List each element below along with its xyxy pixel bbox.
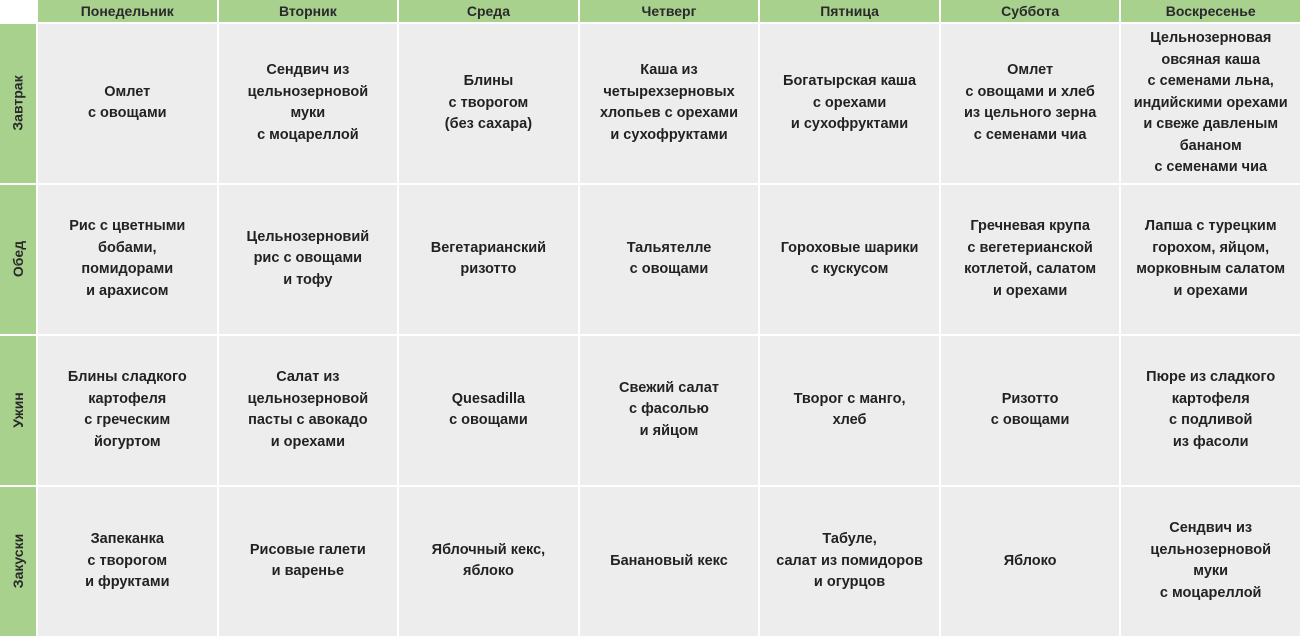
meal-cell (38, 336, 217, 485)
meal-cell (219, 24, 398, 183)
meal-cell (1121, 336, 1300, 485)
meal-cell-text: Ризотто с овощами (990, 390, 1070, 429)
meal-cell (1121, 487, 1300, 636)
meal-cell-text: Яблоко (1003, 552, 1057, 569)
meal-cell (219, 487, 398, 636)
meal-cell (399, 185, 578, 334)
meal-cell (38, 487, 217, 636)
meal-cell-text: Quesadilla с овощами (449, 390, 528, 429)
meal-cell-text: Гречневая крупа с вегетерианской котлетой, салатом и орехами (964, 218, 1097, 299)
meal-cell (399, 336, 578, 485)
day-header-sunday: Воскресенье (1121, 0, 1300, 22)
day-header-friday: Пятница (760, 0, 939, 22)
meal-cell-text: Запеканка с творогом и фруктами (85, 531, 170, 591)
meal-cell (760, 336, 939, 485)
meal-cell-text: Рисовые галети и варенье (249, 541, 366, 580)
meal-cell-text: Гороховые шарики с кускусом (780, 239, 919, 278)
meal-cell (580, 185, 759, 334)
day-header-wednesday: Среда (399, 0, 578, 22)
meal-label-text: Ужин (9, 392, 26, 428)
meal-cell (760, 185, 939, 334)
meal-cell-text: Табуле, салат из помидоров и огурцов (776, 531, 923, 591)
meal-cell (1121, 24, 1300, 183)
meal-cell (580, 336, 759, 485)
meal-label-lunch (0, 185, 36, 334)
meal-cell-text: Цельнозерновая овсяная каша с семенами льна, индийскими орехами и свеже давленым бананом с семенами чиа (1133, 30, 1288, 175)
meal-label-snacks (0, 487, 36, 636)
meal-cell-text: Вегетарианский ризотто (430, 239, 547, 278)
meal-cell-text: Лапша с турецким горохом, яйцом, морковным салатом и орехами (1136, 218, 1286, 299)
meal-cell (941, 487, 1120, 636)
table-corner (0, 0, 36, 22)
meal-cell-text: Банановый кекс (610, 552, 728, 569)
meal-cell (38, 185, 217, 334)
meal-cell-text: Рис с цветными бобами, помидорами и арахисом (69, 218, 186, 299)
meal-label-dinner (0, 336, 36, 485)
meal-cell-text: Сендвич из цельнозерновой муки с моцареллой (247, 62, 369, 143)
meal-cell-text: Яблочный кекс, яблоко (431, 541, 546, 580)
day-header-thursday: Четверг (580, 0, 759, 22)
meal-label-breakfast (0, 24, 36, 183)
day-header-tuesday: Вторник (219, 0, 398, 22)
meal-cell-text: Сендвич из цельнозерновой муки с моцареллой (1150, 520, 1271, 601)
meal-cell (760, 24, 939, 183)
meal-cell (580, 487, 759, 636)
meal-cell (219, 185, 398, 334)
meal-cell (219, 336, 398, 485)
meal-cell-text: Цельнозерновий рис с овощами и тофу (246, 228, 370, 288)
meal-cell-text: Омлет с овощами (87, 83, 167, 122)
meal-label-text: Закуски (10, 534, 26, 589)
meal-cell (941, 185, 1120, 334)
meal-cell-text: Блины сладкого картофеля с греческим йогуртом (67, 369, 187, 450)
meal-cell (38, 24, 217, 183)
meal-cell (760, 487, 939, 636)
meal-cell-text: Омлет с овощами и хлеб из цельного зерна с семенами чиа (963, 62, 1097, 143)
meal-cell-text: Свежий салат с фасолью и яйцом (619, 379, 719, 439)
meal-cell-text: Каша из четырехзерновых хлопьев с орехами и сухофруктами (599, 62, 739, 143)
meal-cell (941, 24, 1120, 183)
meal-cell-text: Блины с творогом (без сахара) (444, 73, 533, 132)
meal-cell-text: Творог с манго, хлеб (793, 390, 906, 429)
day-header-monday: Понедельник (38, 0, 217, 22)
meal-cell (941, 336, 1120, 485)
meal-cell (580, 24, 759, 183)
meal-cell-text: Салат из цельнозерновой пасты с авокадо и орехами (247, 369, 369, 450)
meal-label-text: Завтрак (10, 75, 26, 131)
meal-cell (399, 487, 578, 636)
meal-cell (399, 24, 578, 183)
meal-cell-text: Пюре из сладкого картофеля с подливой из фасоли (1146, 369, 1276, 450)
meal-cell (1121, 185, 1300, 334)
meal-cell-text: Богатырская каша с орехами и сухофруктами (783, 73, 917, 132)
meal-label-text: Обед (10, 240, 26, 278)
day-header-saturday: Суббота (941, 0, 1120, 22)
meal-cell-text: Тальятелле с овощами (626, 239, 712, 278)
